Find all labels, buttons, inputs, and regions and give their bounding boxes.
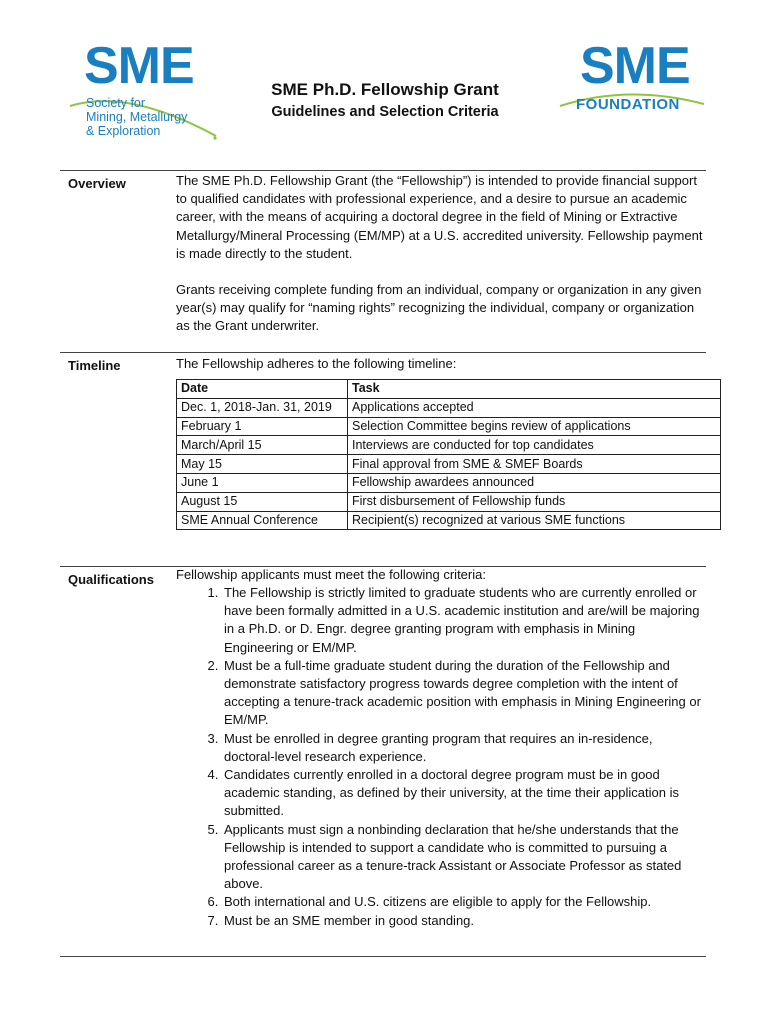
task-cell: First disbursement of Fellowship funds — [348, 492, 721, 511]
column-header-date: Date — [177, 380, 348, 399]
date-cell: Dec. 1, 2018-Jan. 31, 2019 — [177, 398, 348, 417]
logo-left-line-2: Mining, Metallurgy — [86, 110, 188, 124]
task-cell: Interviews are conducted for top candidates — [348, 436, 721, 455]
list-item: 7. Must be an SME member in good standing. — [222, 912, 706, 930]
task-cell: Applications accepted — [348, 398, 721, 417]
column-header-task: Task — [348, 380, 721, 399]
table-row — [177, 511, 721, 530]
logo-right-word: FOUNDATION — [576, 96, 680, 113]
task-cell: Final approval from SME & SMEF Boards — [348, 455, 721, 474]
section-divider — [60, 170, 706, 171]
list-item: 4. Candidates currently enrolled in a doctoral degree program must be in good academic standing, as defined by their university, at the time their application is submitted. — [222, 766, 706, 821]
timeline-label: Timeline — [68, 358, 121, 373]
overview-paragraph-1: The SME Ph.D. Fellowship Grant (the “Fellowship”) is intended to provide financial support to qualified candidates with professional experience, and a desire to pursue an academic career, with the means of acquiring a doctoral degree in the field of Mining or Extractive Metallurgy/Mineral Processing (EM/MP) at a U.S. accredited university. Fellowship payment is made directly to the student. — [176, 173, 703, 261]
qualifications-intro: Fellowship applicants must meet the following criteria: — [176, 567, 486, 582]
table-header-row — [177, 380, 721, 399]
task-cell: Recipient(s) recognized at various SME functions — [348, 511, 721, 530]
section-divider — [60, 352, 706, 353]
document-title: SME Ph.D. Fellowship Grant — [271, 80, 499, 99]
sme-society-logo — [64, 37, 224, 140]
task-cell: Fellowship awardees announced — [348, 473, 721, 492]
qualifications-label: Qualifications — [68, 572, 154, 587]
table-row — [177, 398, 721, 417]
list-item: 1. The Fellowship is strictly limited to graduate students who are currently enrolled or have been formally admitted in a U.S. academic institution and are/will be majoring in a Ph.D. or D. Engr. degree granting program with emphasis in Mining Engineering or EM/MP. — [222, 584, 706, 657]
table-row — [177, 473, 721, 492]
sme-foundation-logo — [558, 37, 708, 120]
date-cell: August 15 — [177, 492, 348, 511]
overview-paragraph-2: Grants receiving complete funding from an individual, company or organization in any given year(s) may qualify for “naming rights” recognizing the individual, company or organization as the Grant underwriter. — [176, 282, 702, 334]
timeline-table — [176, 379, 721, 530]
date-cell: SME Annual Conference — [177, 511, 348, 530]
logo-right-acronym: SME — [580, 37, 690, 95]
list-item: 2. Must be a full-time graduate student during the duration of the Fellowship and demonstrate satisfactory progress towards degree completion with the intent of accepting a tenure-track academic position with emphasis in Mining Engineering or EM/MP. — [222, 657, 706, 730]
logo-left-line-1: Society for — [86, 96, 146, 110]
list-item: 5. Applicants must sign a nonbinding declaration that he/she understands that the Fellowship is intended to support a candidate who is committed to pursuing a professional career as a tenure-track Assistant or Associate Professor as stated above. — [222, 821, 706, 894]
section-divider — [60, 956, 706, 957]
overview-label: Overview — [68, 176, 126, 191]
date-cell: June 1 — [177, 473, 348, 492]
logo-left-line-3: & Exploration — [86, 124, 161, 138]
logo-left-name — [86, 96, 187, 138]
table-row — [177, 436, 721, 455]
qualifications-list — [176, 584, 706, 930]
list-item: 3. Must be enrolled in degree granting program that requires an in-residence, doctoral-level research experience. — [222, 730, 706, 766]
list-item: 6. Both international and U.S. citizens are eligible to apply for the Fellowship. — [222, 893, 706, 911]
table-row — [177, 455, 721, 474]
timeline-intro: The Fellowship adheres to the following timeline: — [176, 356, 457, 371]
logo-left-acronym: SME — [84, 37, 194, 95]
document-subtitle: Guidelines and Selection Criteria — [271, 104, 499, 120]
table-row — [177, 492, 721, 511]
date-cell: May 15 — [177, 455, 348, 474]
date-cell: February 1 — [177, 417, 348, 436]
task-cell: Selection Committee begins review of applications — [348, 417, 721, 436]
table-row — [177, 417, 721, 436]
date-cell: March/April 15 — [177, 436, 348, 455]
